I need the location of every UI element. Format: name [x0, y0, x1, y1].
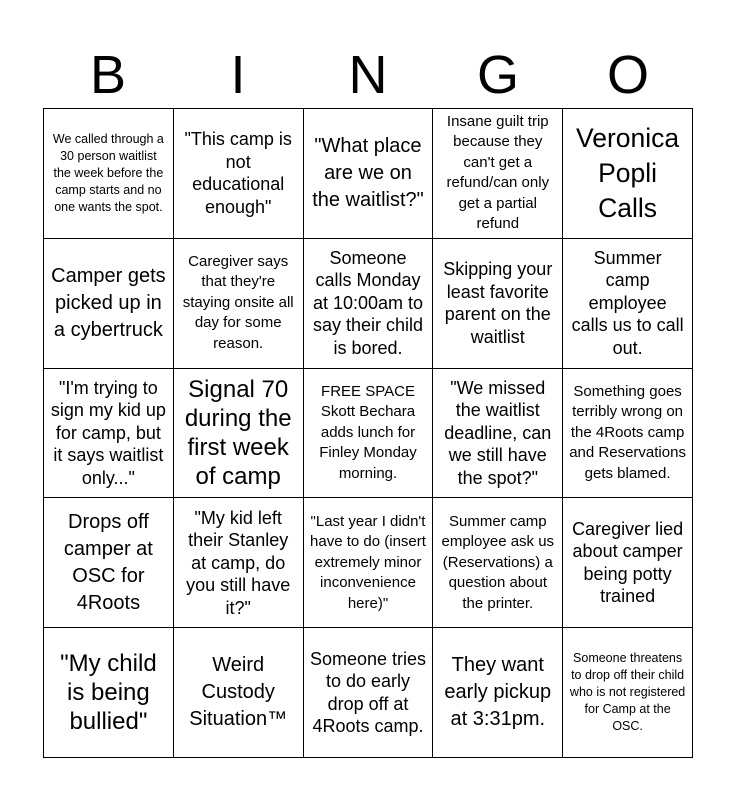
bingo-cell free-space[interactable]: FREE SPACE Skott Bechara adds lunch for Finley Monday morning.	[304, 369, 434, 499]
bingo-grid	[43, 108, 693, 758]
bingo-cell[interactable]: Someone threatens to drop off their child who is not registered for Camp at the OSC.	[563, 628, 693, 758]
bingo-cell[interactable]: Camper gets picked up in a cybertruck	[44, 239, 174, 369]
header-letter-b: B	[89, 45, 127, 105]
bingo-cell[interactable]: Veronica Popli Calls	[563, 109, 693, 239]
header-letter-g: G	[476, 45, 519, 105]
bingo-cell[interactable]: Summer camp employee ask us (Reservations) a question about the printer.	[433, 498, 563, 628]
bingo-cell[interactable]: Something goes terribly wrong on the 4Roots camp and Reservations gets blamed.	[563, 369, 693, 499]
header-letter-i: I	[230, 45, 246, 105]
bingo-cell[interactable]: "This camp is not educational enough"	[174, 109, 304, 239]
bingo-header	[43, 44, 693, 106]
bingo-cell[interactable]: They want early pickup at 3:31pm.	[433, 628, 563, 758]
bingo-cell[interactable]: Someone tries to do early drop off at 4Roots camp.	[304, 628, 434, 758]
bingo-cell[interactable]: "What place are we on the waitlist?"	[304, 109, 434, 239]
bingo-cell[interactable]: "Last year I didn't have to do (insert extremely minor inconvenience here)"	[304, 498, 434, 628]
bingo-cell[interactable]: Caregiver says that they're staying onsite all day for some reason.	[174, 239, 304, 369]
bingo-cell[interactable]: Caregiver lied about camper being potty trained	[563, 498, 693, 628]
bingo-cell[interactable]: Insane guilt trip because they can't get a refund/can only get a partial refund	[433, 109, 563, 239]
bingo-cell[interactable]: "We missed the waitlist deadline, can we still have the spot?"	[433, 369, 563, 499]
bingo-cell[interactable]: Summer camp employee calls us to call out.	[563, 239, 693, 369]
bingo-cell[interactable]: Skipping your least favorite parent on the waitlist	[433, 239, 563, 369]
bingo-cell[interactable]: "My kid left their Stanley at camp, do you still have it?"	[174, 498, 304, 628]
bingo-cell[interactable]: We called through a 30 person waitlist the week before the camp starts and no one wants the spot.	[44, 109, 174, 239]
bingo-cell[interactable]: Weird Custody Situation™	[174, 628, 304, 758]
header-letter-n: N	[348, 45, 388, 105]
bingo-cell[interactable]: Signal 70 during the first week of camp	[174, 369, 304, 499]
bingo-cell[interactable]: Someone calls Monday at 10:00am to say their child is bored.	[304, 239, 434, 369]
bingo-cell[interactable]: Drops off camper at OSC for 4Roots	[44, 498, 174, 628]
bingo-cell[interactable]: "My child is being bullied"	[44, 628, 174, 758]
bingo-cell[interactable]: "I'm trying to sign my kid up for camp, but it says waitlist only..."	[44, 369, 174, 499]
header-letter-o: O	[606, 45, 649, 105]
